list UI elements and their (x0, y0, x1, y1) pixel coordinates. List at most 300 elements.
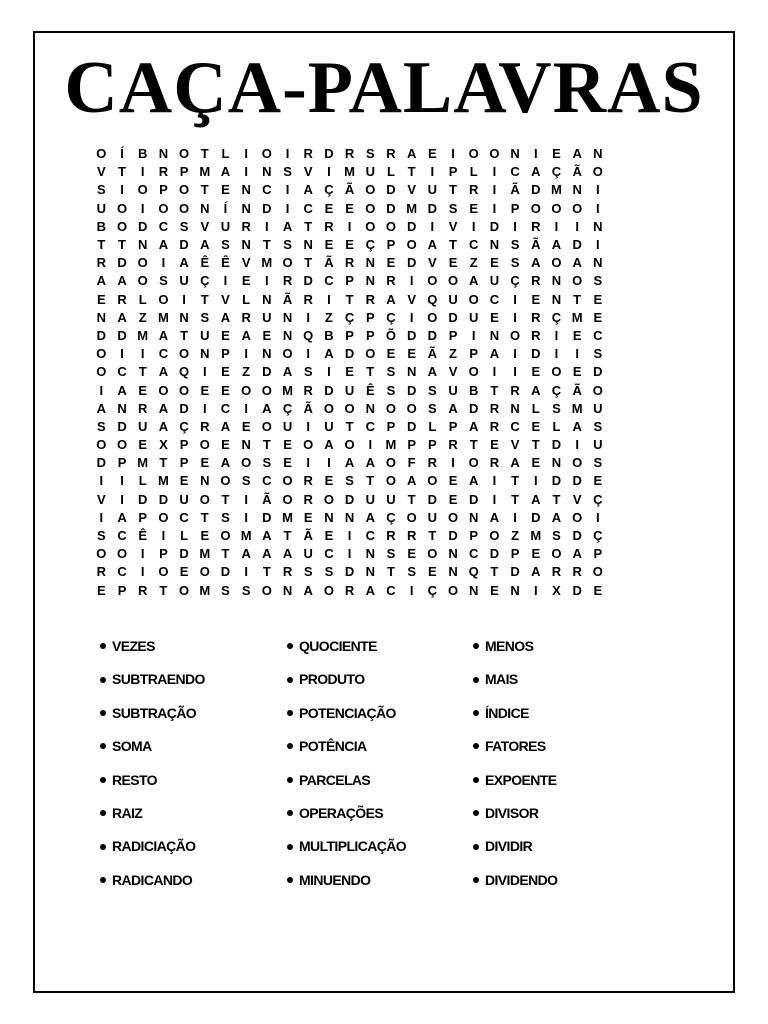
grid-cell: O (385, 473, 397, 489)
grid-cell: L (221, 146, 230, 162)
grid-cell: Ã (344, 182, 355, 198)
grid-cell: I (492, 491, 497, 507)
grid-cell: U (593, 400, 603, 416)
grid-cell: D (179, 400, 189, 416)
grid-cell: O (199, 564, 210, 580)
grid-cell: I (533, 582, 538, 598)
word-label: RESTO (112, 771, 157, 788)
grid-cell: V (97, 491, 106, 507)
grid-cell: D (386, 182, 396, 198)
grid-cell: R (241, 309, 251, 325)
grid-cell: A (531, 255, 541, 271)
grid-cell: D (469, 491, 479, 507)
grid-cell: S (324, 564, 334, 580)
grid-cell: D (324, 146, 334, 162)
grid-cell: R (427, 455, 438, 471)
grid-cell: O (365, 218, 376, 234)
word-label: RAIZ (112, 804, 143, 821)
bullet-icon (100, 743, 106, 749)
word-label: MENOS (485, 638, 534, 654)
grid-cell: I (492, 364, 497, 380)
word-label: DIVIDIR (485, 838, 533, 855)
word-label: EXPOENTE (485, 771, 557, 788)
grid-cell: V (241, 255, 251, 271)
grid-cell: A (469, 473, 479, 489)
grid-cell: R (158, 164, 169, 180)
grid-cell: T (449, 237, 457, 253)
grid-cell: S (593, 418, 603, 434)
grid-cell: Ç (365, 237, 375, 253)
grid-cell: P (221, 346, 230, 362)
grid-cell: I (161, 528, 166, 544)
grid-cell: I (285, 200, 290, 216)
grid-cell: O (96, 437, 107, 453)
grid-cell: N (551, 273, 562, 289)
grid-cell: I (513, 309, 517, 325)
grid-cell: N (241, 200, 251, 216)
grid-cell: A (220, 309, 231, 325)
grid-cell: A (365, 455, 375, 471)
word-column (287, 633, 406, 900)
grid-cell: T (366, 473, 375, 489)
grid-cell: I (451, 146, 455, 162)
grid-cell: O (551, 255, 562, 271)
grid-cell: T (531, 437, 540, 453)
grid-cell: T (511, 491, 520, 507)
grid-row (91, 145, 691, 163)
grid-cell: C (510, 418, 520, 434)
grid-cell: D (572, 473, 582, 489)
grid-cell: I (409, 582, 414, 598)
word-list-item (287, 700, 406, 733)
grid-cell: I (554, 218, 559, 234)
grid-cell: M (282, 382, 293, 398)
grid-cell: A (572, 546, 582, 562)
grid-cell: I (223, 273, 228, 289)
grid-cell: I (409, 309, 414, 325)
grid-cell: U (386, 491, 396, 507)
word-column (473, 633, 557, 900)
grid-cell: E (221, 364, 230, 380)
grid-cell: I (244, 346, 248, 362)
grid-cell: R (138, 582, 148, 598)
grid-cell: P (448, 164, 458, 180)
grid-cell: O (489, 528, 500, 544)
grid-cell: T (428, 528, 437, 544)
grid-cell: P (138, 509, 148, 525)
grid-row (91, 345, 691, 363)
grid-cell: Z (449, 346, 457, 362)
grid-cell: C (510, 164, 520, 180)
grid-cell: V (510, 437, 520, 453)
grid-cell: N (324, 509, 334, 525)
grid-cell: R (448, 437, 458, 453)
grid-cell: I (306, 309, 311, 325)
grid-cell: S (241, 582, 251, 598)
grid-cell: U (179, 491, 189, 507)
grid-cell: D (303, 273, 313, 289)
grid-cell: A (386, 291, 396, 307)
grid-cell: Ç (551, 382, 562, 398)
grid-cell: O (572, 200, 583, 216)
grid-cell: D (262, 200, 272, 216)
grid-cell: A (551, 237, 562, 253)
grid-cell: B (469, 382, 479, 398)
word-label: MAIS (485, 671, 518, 688)
grid-row (91, 381, 691, 399)
grid-cell: Q (303, 327, 314, 343)
grid-cell: L (428, 418, 437, 434)
grid-cell: P (386, 418, 396, 434)
grid-cell: E (324, 237, 334, 253)
grid-cell: U (365, 164, 375, 180)
grid-cell: Ç (427, 582, 438, 598)
grid-row (91, 254, 691, 272)
grid-cell: D (531, 182, 541, 198)
grid-cell: B (324, 327, 334, 343)
grid-cell: M (157, 309, 169, 325)
grid-cell: N (158, 146, 169, 162)
grid-cell: D (572, 582, 582, 598)
grid-cell: U (303, 546, 313, 562)
grid-cell: O (282, 346, 293, 362)
grid-cell: Ã (572, 382, 582, 398)
grid-cell: D (344, 564, 355, 580)
grid-cell: P (510, 200, 520, 216)
grid-cell: S (428, 400, 437, 416)
grid-cell: L (469, 164, 478, 180)
grid-cell: R (531, 273, 541, 289)
grid-cell: C (117, 564, 127, 580)
grid-cell: Õ (385, 327, 397, 343)
grid-cell: N (179, 309, 189, 325)
word-list-item (100, 767, 205, 800)
grid-cell: I (513, 346, 517, 362)
grid-cell: A (427, 364, 438, 380)
grid-cell: T (200, 291, 209, 307)
grid-cell: R (303, 146, 313, 162)
grid-cell: I (306, 418, 311, 434)
word-label: FATORES (485, 738, 546, 755)
grid-cell: I (306, 346, 311, 362)
word-label: RADICANDO (112, 871, 193, 888)
grid-cell: Ç (386, 509, 396, 525)
grid-cell: D (262, 364, 272, 380)
grid-cell: O (261, 146, 272, 162)
grid-cell: E (593, 582, 603, 598)
grid-cell: N (489, 327, 500, 343)
grid-cell: T (221, 546, 230, 562)
grid-cell: U (489, 273, 500, 289)
grid-cell: O (572, 273, 583, 289)
grid-cell: E (386, 346, 396, 362)
grid-cell: O (385, 400, 397, 416)
grid-cell: O (179, 346, 190, 362)
word-list-item (473, 867, 557, 900)
grid-cell: N (572, 182, 582, 198)
grid-cell: T (159, 582, 168, 598)
grid-cell: I (99, 509, 104, 525)
grid-cell: A (489, 346, 500, 362)
grid-cell: Ã (427, 346, 438, 362)
grid-cell: A (303, 582, 313, 598)
grid-cell: T (573, 291, 582, 307)
grid-cell: E (221, 437, 230, 453)
grid-cell: E (490, 437, 499, 453)
grid-cell: N (282, 327, 293, 343)
grid-cell: C (158, 218, 169, 234)
grid-cell: N (469, 582, 479, 598)
word-list-item (287, 666, 406, 699)
bullet-icon (473, 844, 479, 850)
grid-cell: D (324, 382, 334, 398)
grid-cell: T (138, 364, 147, 380)
grid-cell: R (96, 564, 107, 580)
grid-cell: I (430, 218, 435, 234)
grid-cell: U (96, 200, 107, 216)
grid-cell: C (365, 528, 375, 544)
grid-cell: C (117, 528, 127, 544)
grid-cell: O (220, 528, 231, 544)
grid-cell: A (262, 528, 272, 544)
grid-cell: R (303, 491, 313, 507)
grid-cell: D (427, 327, 438, 343)
grid-cell: A (572, 418, 582, 434)
grid-cell: D (593, 364, 603, 380)
grid-cell: I (533, 473, 538, 489)
grid-cell: I (533, 146, 538, 162)
word-list-item (287, 833, 406, 866)
grid-cell: O (199, 491, 210, 507)
grid-cell: T (345, 418, 354, 434)
grid-cell: M (199, 582, 211, 598)
word-list-item (473, 733, 557, 766)
word-list-item (100, 733, 205, 766)
grid-cell: P (469, 346, 479, 362)
grid-cell: S (179, 218, 189, 234)
bullet-icon (473, 710, 479, 716)
grid-cell: P (159, 546, 168, 562)
grid-cell: T (552, 491, 561, 507)
grid-row (91, 291, 691, 309)
grid-cell: C (303, 200, 313, 216)
grid-cell: U (179, 273, 189, 289)
word-list-item (473, 767, 557, 800)
grid-cell: R (344, 582, 355, 598)
grid-cell: O (199, 437, 210, 453)
grid-cell: N (365, 546, 375, 562)
word-list-item (473, 800, 557, 833)
grid-cell: R (406, 528, 417, 544)
word-list-item (473, 700, 557, 733)
grid-cell: E (138, 382, 148, 398)
grid-cell: O (344, 400, 355, 416)
grid-cell: I (327, 291, 331, 307)
word-label: SUBTRAÇÃO (112, 704, 197, 721)
grid-row (91, 509, 691, 527)
grid-cell: Ê (200, 255, 210, 271)
bullet-icon (287, 877, 293, 883)
bullet-icon (473, 810, 479, 816)
word-label: PARCELAS (299, 771, 371, 788)
grid-cell: B (138, 146, 148, 162)
grid-cell: A (406, 146, 417, 162)
grid-cell: E (303, 509, 313, 525)
grid-cell: A (179, 255, 189, 271)
grid-cell: O (158, 200, 169, 216)
grid-cell: I (471, 327, 476, 343)
grid-cell: D (551, 437, 562, 453)
grid-cell: A (262, 400, 272, 416)
word-list-item (473, 666, 557, 699)
grid-cell: I (513, 509, 517, 525)
bullet-icon (100, 844, 106, 850)
grid-cell: E (572, 327, 582, 343)
grid-cell: E (448, 473, 458, 489)
grid-cell: E (283, 437, 292, 453)
grid-cell: Ã (282, 291, 293, 307)
grid-cell: V (407, 291, 416, 307)
grid-cell: L (138, 473, 147, 489)
word-list-item (473, 633, 557, 666)
grid-cell: I (513, 218, 517, 234)
grid-cell: O (282, 473, 293, 489)
grid-cell: D (406, 327, 417, 343)
grid-cell: O (137, 273, 148, 289)
word-label: ÍNDICE (485, 704, 529, 721)
grid-cell: S (552, 528, 561, 544)
grid-cell: E (97, 582, 106, 598)
grid-cell: O (406, 237, 417, 253)
word-list-item (287, 800, 406, 833)
grid-cell: D (448, 309, 458, 325)
grid-cell: R (324, 218, 334, 234)
grid-cell: M (385, 437, 397, 453)
grid-cell: I (513, 364, 517, 380)
word-label: SUBTRAENDO (112, 671, 205, 688)
grid-cell: N (365, 273, 375, 289)
bullet-icon (287, 643, 293, 649)
grid-cell: P (117, 582, 127, 598)
grid-cell: E (138, 437, 148, 453)
grid-cell: I (596, 200, 600, 216)
bullet-icon (287, 777, 293, 783)
grid-cell: A (531, 164, 541, 180)
word-label: MULTIPLICAÇÃO (299, 838, 407, 855)
grid-cell: Z (469, 255, 478, 271)
grid-cell: M (530, 528, 542, 544)
grid-cell: E (448, 491, 458, 507)
grid-cell: S (386, 364, 396, 380)
grid-cell: S (593, 273, 603, 289)
grid-cell: O (137, 182, 148, 198)
grid-cell: A (303, 182, 313, 198)
grid-cell: M (406, 200, 418, 216)
grid-cell: D (344, 346, 355, 362)
grid-cell: N (489, 237, 500, 253)
grid-cell: S (283, 164, 292, 180)
grid-cell: O (282, 255, 293, 271)
grid-cell: O (241, 382, 252, 398)
grid-cell: Ç (344, 309, 355, 325)
grid-cell: Ã (510, 182, 520, 198)
grid-cell: O (427, 546, 438, 562)
grid-cell: A (282, 218, 293, 234)
grid-cell: N (241, 437, 251, 453)
grid-cell: A (158, 237, 169, 253)
grid-cell: E (179, 473, 189, 489)
grid-cell: O (137, 255, 148, 271)
grid-cell: A (531, 382, 541, 398)
grid-cell: U (220, 218, 231, 234)
grid-cell: I (347, 546, 352, 562)
grid-cell: N (365, 564, 375, 580)
grid-cell: S (303, 364, 313, 380)
grid-cell: I (99, 382, 104, 398)
grid-cell: Ê (138, 528, 148, 544)
grid-cell: A (469, 273, 479, 289)
grid-cell: A (262, 546, 272, 562)
grid-cell: A (406, 473, 417, 489)
grid-cell: E (241, 418, 251, 434)
grid-cell: A (220, 418, 231, 434)
grid-cell: P (345, 327, 354, 343)
grid-cell: L (386, 164, 395, 180)
letter-grid (91, 145, 691, 600)
grid-cell: T (407, 491, 416, 507)
grid-cell: A (572, 255, 582, 271)
grid-cell: I (596, 509, 600, 525)
grid-cell: E (345, 237, 354, 253)
grid-cell: E (283, 455, 292, 471)
grid-cell: O (158, 509, 169, 525)
grid-row (91, 454, 691, 472)
grid-cell: T (283, 528, 292, 544)
grid-row (91, 436, 691, 454)
grid-cell: I (554, 327, 559, 343)
grid-cell: I (202, 364, 207, 380)
grid-cell: A (117, 382, 127, 398)
grid-cell: R (551, 564, 562, 580)
grid-cell: E (531, 364, 541, 380)
grid-cell: U (262, 309, 272, 325)
grid-cell: N (344, 509, 355, 525)
grid-cell: U (138, 418, 148, 434)
grid-cell: O (116, 546, 128, 562)
grid-cell: R (469, 182, 479, 198)
grid-cell: X (159, 437, 168, 453)
grid-cell: E (324, 200, 334, 216)
grid-row (91, 181, 691, 199)
grid-cell: I (140, 346, 145, 362)
grid-cell: E (200, 382, 210, 398)
grid-cell: N (96, 309, 107, 325)
grid-cell: A (531, 564, 541, 580)
grid-cell: N (303, 237, 313, 253)
word-list-item (287, 767, 406, 800)
grid-cell: S (428, 382, 437, 398)
grid-cell: I (140, 546, 145, 562)
grid-cell: T (159, 455, 168, 471)
grid-cell: P (179, 437, 189, 453)
grid-cell: P (345, 273, 354, 289)
grid-cell: Ç (551, 164, 562, 180)
grid-cell: I (451, 455, 455, 471)
word-list-item (100, 800, 205, 833)
grid-cell: I (575, 437, 579, 453)
grid-cell: N (262, 346, 272, 362)
grid-cell: Ç (386, 309, 396, 325)
